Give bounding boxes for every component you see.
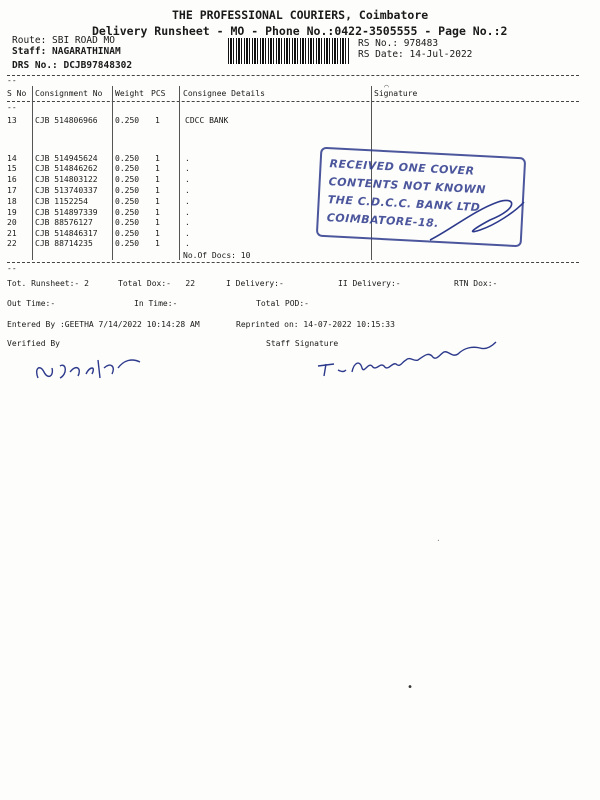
row-17-weight: 0.250 <box>115 186 140 195</box>
in-time: In Time:- <box>134 299 178 308</box>
rs-number: RS No.: 978483 <box>358 38 439 49</box>
total-dox: Total Dox:- 22 <box>118 279 196 288</box>
row-14-consignment: CJB 514945624 <box>35 154 98 163</box>
row-21-consignee: . <box>185 229 190 238</box>
scan-dot: • <box>407 682 414 693</box>
row-21-consignment: CJB 514846317 <box>35 229 98 238</box>
col-signature: Signature <box>374 89 418 98</box>
stamp-line-1: RECEIVED ONE COVER <box>329 157 475 178</box>
row-15-consignment: CJB 514846262 <box>35 164 98 173</box>
row-16-consignment: CJB 514803122 <box>35 175 98 184</box>
row-18-consignment: CJB 1152254 <box>35 197 88 206</box>
header-divider <box>7 75 579 76</box>
ii-delivery: II Delivery:- <box>338 279 401 288</box>
row-22-consignee: . <box>185 239 190 248</box>
row-22-pcs: 1 <box>155 239 160 248</box>
row-13-sno: 13 <box>7 116 17 125</box>
row-13-consignee: CDCC BANK <box>185 116 229 125</box>
column-divider <box>7 101 579 102</box>
dash-marker-3: -- <box>7 264 17 273</box>
out-time: Out Time:- <box>7 299 56 308</box>
col-line <box>112 86 113 260</box>
staff-signature <box>312 332 502 380</box>
col-sno: S No <box>7 89 27 98</box>
row-16-weight: 0.250 <box>115 175 140 184</box>
dash-marker-2: -- <box>7 103 17 112</box>
row-19-consignment: CJB 514897339 <box>35 208 98 217</box>
row-17-sno: 17 <box>7 186 17 195</box>
drs-label: DRS No.: DCJB97848302 <box>12 60 133 71</box>
verifier-signature <box>30 338 150 388</box>
col-weight: Weight <box>115 89 144 98</box>
total-runsheet: Tot. Runsheet:- 2 <box>7 279 89 288</box>
row-18-pcs: 1 <box>155 197 160 206</box>
row-20-weight: 0.250 <box>115 218 140 227</box>
row-22-consignment: CJB 88714235 <box>35 239 93 248</box>
row-19-consignee: . <box>185 208 190 217</box>
row-14-sno: 14 <box>7 154 17 163</box>
row-17-pcs: 1 <box>155 186 160 195</box>
company-title: THE PROFESSIONAL COURIERS, Coimbatore <box>172 8 429 22</box>
row-16-sno: 16 <box>7 175 17 184</box>
row-16-pcs: 1 <box>155 175 160 184</box>
row-20-consignment: CJB 88576127 <box>35 218 93 227</box>
col-line <box>32 86 33 260</box>
row-22-weight: 0.250 <box>115 239 140 248</box>
col-line <box>179 86 180 260</box>
runsheet-title: Delivery Runsheet - MO - Phone No.:0422-3505555 - Page No.:2 <box>92 24 508 38</box>
row-15-sno: 15 <box>7 164 17 173</box>
row-15-pcs: 1 <box>155 164 160 173</box>
row-13-weight: 0.250 <box>115 116 140 125</box>
row-17-consignment: CJB 513740337 <box>35 186 98 195</box>
route-label: Route: SBI ROAD MO <box>12 35 115 46</box>
row-20-pcs: 1 <box>155 218 160 227</box>
row-19-weight: 0.250 <box>115 208 140 217</box>
staff-signature-label: Staff Signature <box>266 339 339 348</box>
entered-by: Entered By :GEETHA 7/14/2022 10:14:28 AM <box>7 320 200 329</box>
row-14-pcs: 1 <box>155 154 160 163</box>
staff-label: Staff: NAGARATHINAM <box>12 46 121 57</box>
row-19-sno: 19 <box>7 208 17 217</box>
stamp-line-4: COIMBATORE-18. <box>326 211 440 230</box>
rs-date: RS Date: 14-Jul-2022 <box>358 49 473 60</box>
verified-by-label: Verified By <box>7 339 60 348</box>
no-of-docs: No.Of Docs: 10 <box>183 251 251 260</box>
stamp-line-2: CONTENTS NOT KNOWN <box>328 175 487 197</box>
col-consignee: Consignee Details <box>183 89 265 98</box>
row-19-pcs: 1 <box>155 208 160 217</box>
scan-mark: ⌒ <box>384 82 389 91</box>
row-18-sno: 18 <box>7 197 17 206</box>
row-16-consignee: . <box>185 175 190 184</box>
row-18-weight: 0.250 <box>115 197 140 206</box>
row-21-pcs: 1 <box>155 229 160 238</box>
row-22-sno: 22 <box>7 239 17 248</box>
row-21-weight: 0.250 <box>115 229 140 238</box>
footer-divider <box>7 262 579 263</box>
i-delivery: I Delivery:- <box>226 279 284 288</box>
reprinted-on: Reprinted on: 14-07-2022 10:15:33 <box>236 320 395 329</box>
row-14-consignee: . <box>185 154 190 163</box>
barcode <box>228 38 350 64</box>
row-21-sno: 21 <box>7 229 17 238</box>
dash-marker: -- <box>7 76 17 85</box>
row-15-weight: 0.250 <box>115 164 140 173</box>
row-13-pcs: 1 <box>155 116 160 125</box>
rtn-dox: RTN Dox:- <box>454 279 498 288</box>
stamp-line-3: THE C.D.C.C. BANK LTD <box>327 193 481 215</box>
total-pod: Total POD:- <box>256 299 309 308</box>
row-20-sno: 20 <box>7 218 17 227</box>
col-pcs: PCS <box>151 89 166 98</box>
row-17-consignee: . <box>185 186 190 195</box>
row-18-consignee: . <box>185 197 190 206</box>
row-14-weight: 0.250 <box>115 154 140 163</box>
col-consignment: Consignment No <box>35 89 103 98</box>
scan-dot: · <box>436 536 441 545</box>
row-13-consignment: CJB 514806966 <box>35 116 98 125</box>
consignee-signature <box>420 190 530 250</box>
row-15-consignee: . <box>185 164 190 173</box>
row-20-consignee: . <box>185 218 190 227</box>
